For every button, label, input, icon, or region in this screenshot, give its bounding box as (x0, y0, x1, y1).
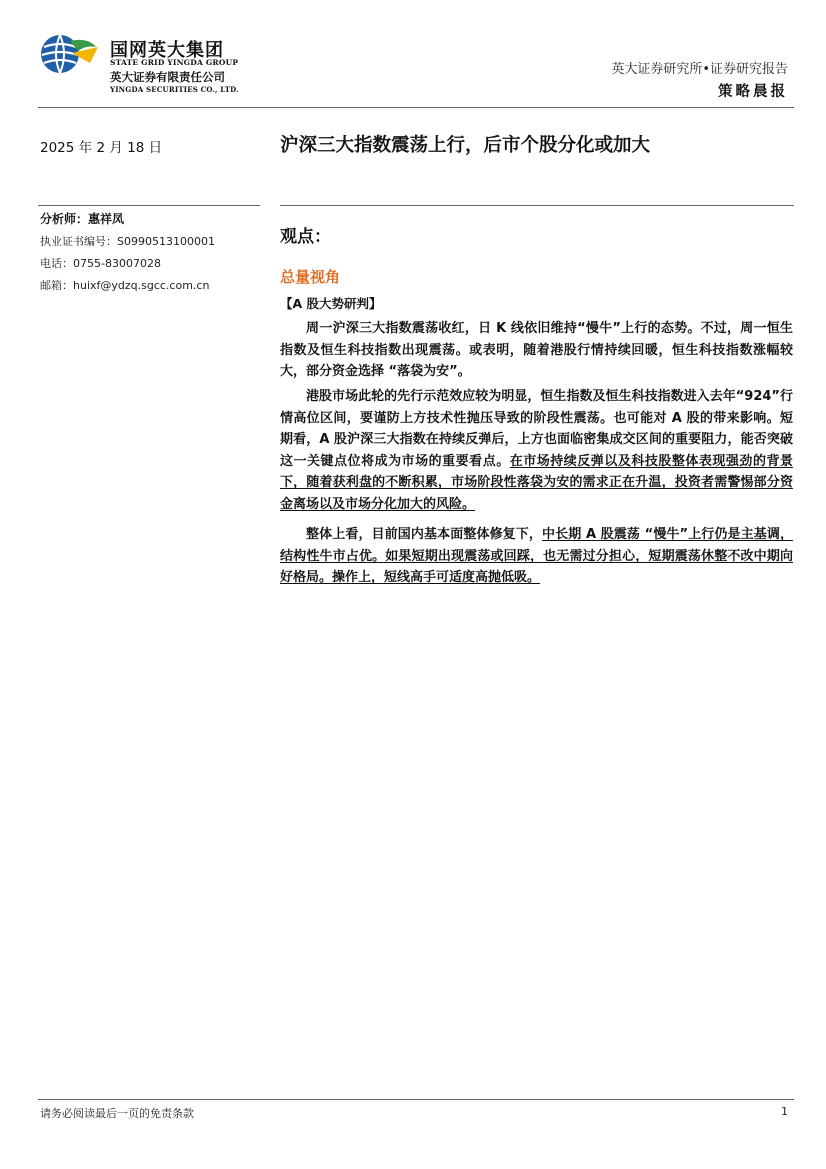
page-number: 1 (781, 1105, 788, 1118)
brand-name-en: STATE GRID YINGDA GROUP (110, 58, 239, 67)
main-divider (280, 205, 794, 206)
report-title: 沪深三大指数震荡上行，后市个股分化或加大 (280, 135, 651, 156)
analyst-name: 分析师：惠祥凤 (40, 212, 125, 226)
paragraph-3-text: 整体上看，目前国内基本面整体修复下， (306, 527, 543, 542)
brand-name-cn: 国网英大集团 (110, 40, 224, 61)
section-heading: 总量视角 (280, 268, 341, 286)
header-divider (38, 107, 794, 108)
report-date: 2025 年 2 月 18 日 (40, 140, 163, 156)
analyst-license: 执业证书编号：S0990513100001 (40, 235, 215, 248)
securities-name-en: YINGDA SECURITIES CO., LTD. (110, 85, 239, 94)
sidebar-divider (38, 205, 260, 206)
analyst-phone: 电话：0755-83007028 (40, 257, 161, 270)
paragraph-3-underlined: 中长期 A 股震荡 “慢牛”上行仍是主基调，结构性牛市占优。如果短期出现震荡或回踩，也无需过分担心，短期震荡休整不改中期向好格局。操作上，短线高手可适度高抛低吸。 (280, 527, 793, 586)
paragraph-2-text: 港股市场此轮的先行示范效应较为明显，恒生指数及恒生科技指数进入去年“924”行情高位区间，要谨防上方技术性抛压导致的阶段性震荡。也可能对 A 股的带来影响。短期看，A 股沪深三大指数在持续反弹后，上方也面临密集成交区间的重要阻力，能否突破这一关键点位将成为市场的重要看点。 (280, 389, 793, 469)
paragraph-3 (280, 524, 793, 589)
paragraph-1 (280, 318, 793, 383)
securities-name-cn: 英大证券有限责任公司 (110, 70, 225, 84)
paragraph-1-text: 周一沪深三大指数震荡收红，日 K 线依旧维持“慢牛”上行的态势。不过，周一恒生指数及恒生科技指数出现震荡。或表明，随着港股行情持续回暖，恒生科技指数涨幅较大，部分资金选择 “落袋为安”。 (280, 321, 793, 380)
report-type: 策略晨报 (718, 84, 788, 100)
institute-label: 英大证券研究所•证券研究报告 (611, 62, 788, 77)
disclaimer-note: 请务必阅读最后一页的免责条款 (40, 1107, 194, 1120)
view-heading: 观点： (280, 227, 331, 247)
footer-divider (38, 1099, 794, 1100)
paragraph-2 (280, 386, 793, 516)
analyst-email[interactable]: 邮箱：huixf@ydzq.sgcc.com.cn (40, 279, 210, 292)
yingda-logo-icon (40, 33, 100, 75)
sub-heading: 【A 股大势研判】 (280, 296, 382, 311)
paragraph-2-underlined: 在市场持续反弹以及科技股整体表现强劲的背景下，随着获利盘的不断积累，市场阶段性落袋为安的需求正在升温，投资者需警惕部分资金离场以及市场分化加大的风险。 (280, 453, 793, 512)
